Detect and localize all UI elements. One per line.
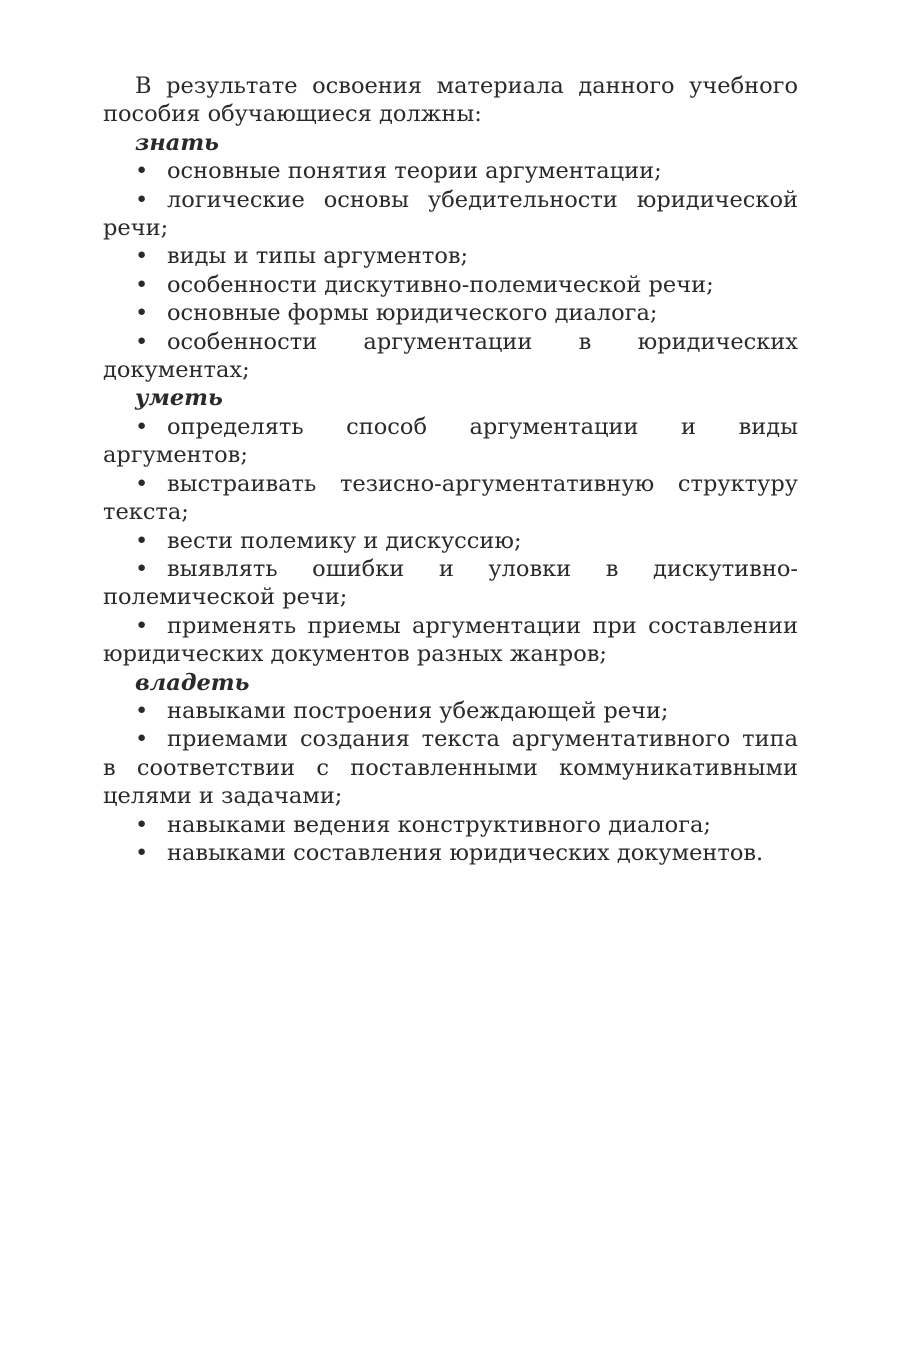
section-list (103, 697, 798, 867)
intro-paragraph: В результате освоения материала данного учебного пособия обучающиеся должны: (103, 73, 798, 128)
list-item-text: особенности дискутивно-полемической речи; (167, 271, 714, 298)
section-list (103, 413, 798, 669)
section-label: владеть (135, 669, 250, 696)
list-item-text: виды и типы аргументов; (167, 243, 469, 270)
list-item (103, 299, 798, 327)
bullet-icon: • (135, 271, 149, 298)
list-item (103, 839, 798, 867)
list-item-text: навыками ведения конструктивного диалога; (167, 811, 711, 838)
list-item (103, 157, 798, 185)
list-item-text: навыками составления юридических документов. (167, 839, 764, 866)
list-item (103, 470, 798, 527)
list-item (103, 612, 798, 669)
list-item (103, 186, 798, 243)
bullet-icon: • (135, 555, 149, 582)
list-item-text: применять приемы аргументации при составлении юридических документов разных жанров; (103, 612, 798, 668)
bullet-icon: • (135, 413, 149, 440)
document-page (103, 72, 798, 867)
list-item-text: выявлять ошибки и уловки в дискутивно-полемической речи; (103, 555, 798, 611)
list-item-text: особенности аргументации в юридических документах; (103, 328, 798, 384)
list-item-text: основные понятия теории аргументации; (167, 158, 662, 185)
list-item (103, 328, 798, 385)
bullet-icon: • (135, 612, 149, 639)
list-item (103, 413, 798, 470)
bullet-icon: • (135, 328, 149, 355)
bullet-icon: • (135, 527, 149, 554)
bullet-icon: • (135, 839, 149, 866)
list-item-text: определять способ аргументации и виды аргументов; (103, 413, 798, 469)
bullet-icon: • (135, 811, 149, 838)
list-item-text: логические основы убедительности юридической речи; (103, 186, 798, 242)
list-item (103, 555, 798, 612)
list-item-text: выстраивать тезисно-аргументативную структуру текста; (103, 470, 798, 526)
list-item-text: навыками построения убеждающей речи; (167, 697, 669, 724)
section-list (103, 157, 798, 384)
bullet-icon: • (135, 243, 149, 270)
section-label: знать (135, 129, 219, 156)
list-item (103, 697, 798, 725)
list-item-text: основные формы юридического диалога; (167, 300, 658, 327)
bullet-icon: • (135, 726, 149, 753)
bullet-icon: • (135, 470, 149, 497)
bullet-icon: • (135, 186, 149, 213)
list-item (103, 527, 798, 555)
list-item (103, 725, 798, 810)
bullet-icon: • (135, 697, 149, 724)
list-item (103, 242, 798, 270)
list-item-text: вести полемику и дискуссию; (167, 527, 522, 554)
bullet-icon: • (135, 158, 149, 185)
bullet-icon: • (135, 300, 149, 327)
list-item-text: приемами создания текста аргументативного типа в соответствии с поставленными коммуникативными целями и задачами; (103, 726, 798, 810)
sections-container (103, 129, 798, 868)
list-item (103, 271, 798, 299)
section-label: уметь (135, 385, 223, 412)
list-item (103, 811, 798, 839)
